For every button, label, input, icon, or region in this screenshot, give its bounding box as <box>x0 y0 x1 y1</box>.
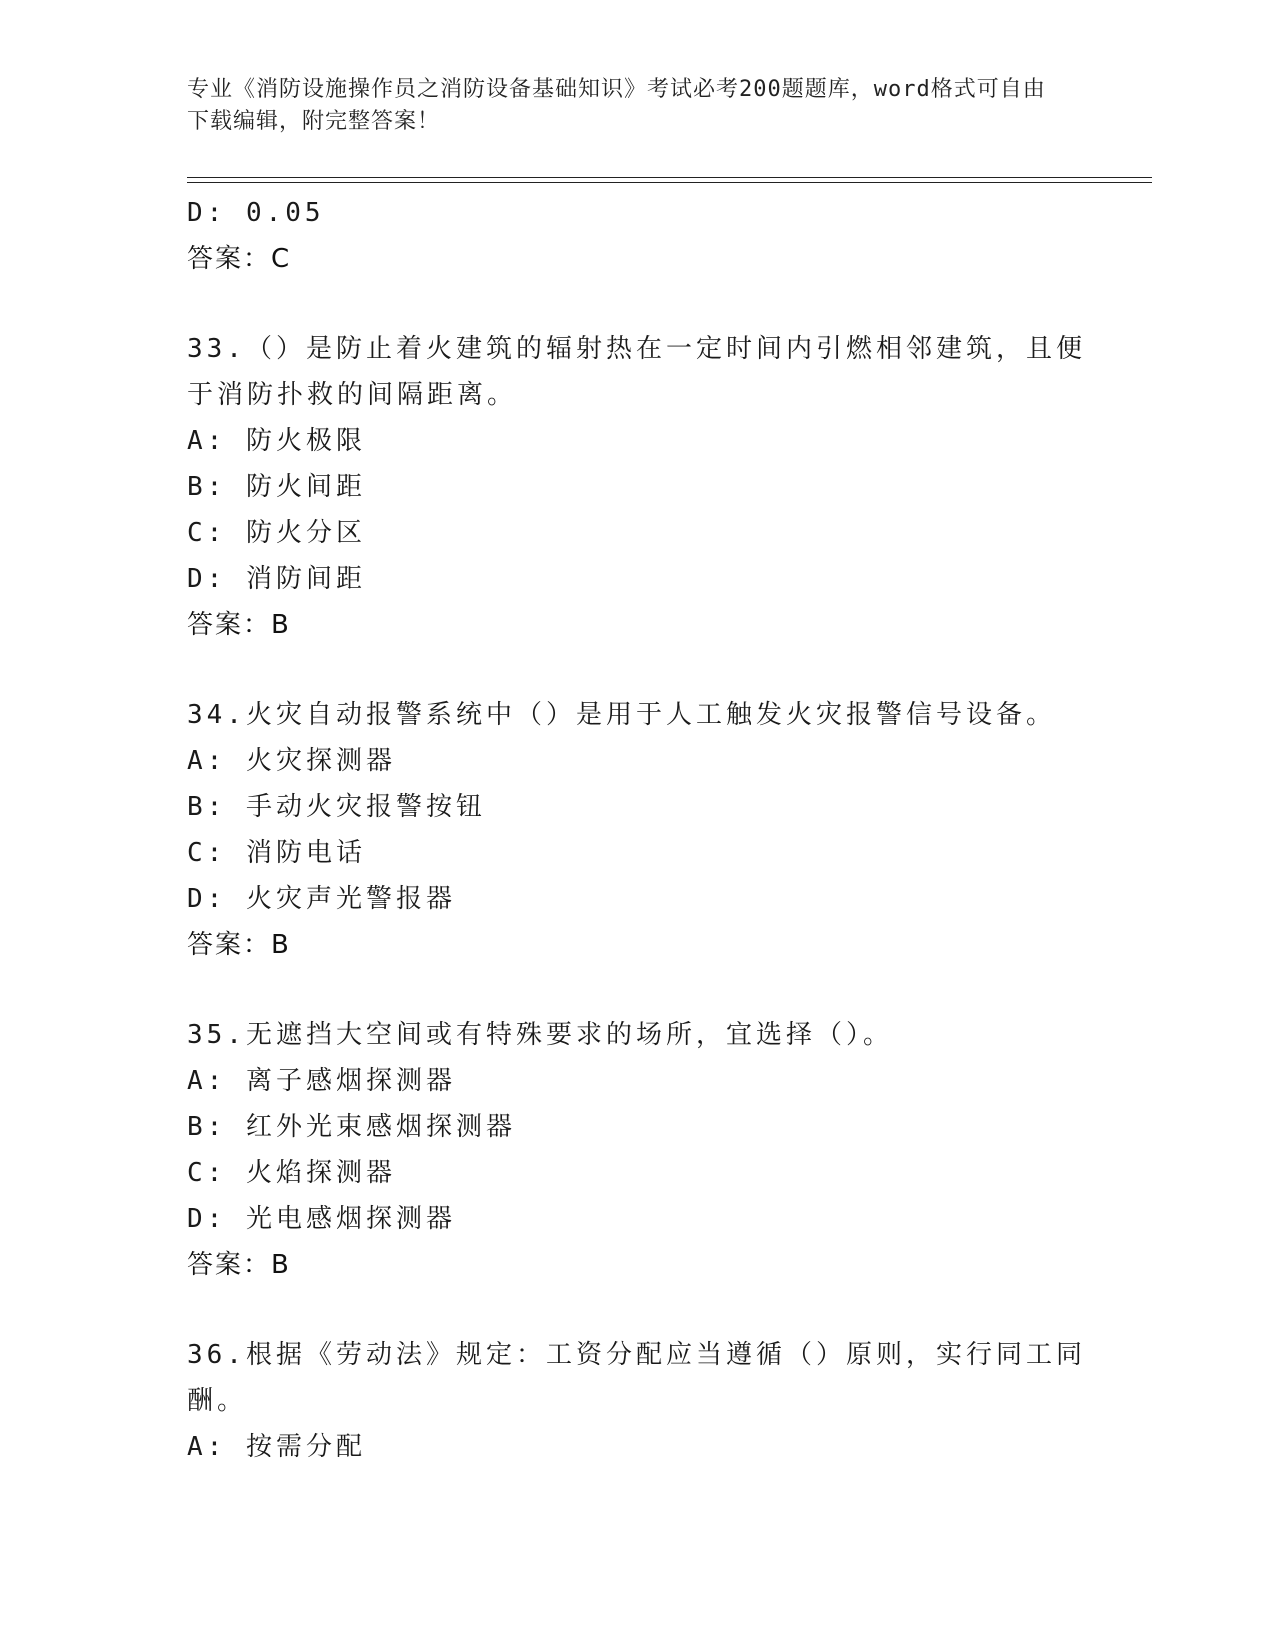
question-stem: 36.根据《劳动法》规定：工资分配应当遵循（）原则，实行同工同酬。 <box>187 1340 1086 1416</box>
question-stem: 34.火灾自动报警系统中（）是用于人工触发火灾报警信号设备。 <box>187 700 1056 730</box>
option-c: C: 消防电话 <box>187 838 366 868</box>
document-header: 专业《消防设施操作员之消防设备基础知识》考试必考200题题库，word格式可自由下载编辑，附完整答案！ <box>187 77 1046 134</box>
question-33 <box>187 326 1087 648</box>
option-b: B: 防火间距 <box>187 472 366 502</box>
question-35 <box>187 1012 1087 1288</box>
option-a: A: 火灾探测器 <box>187 746 396 776</box>
question-34 <box>187 692 1087 968</box>
question-stem: 35.无遮挡大空间或有特殊要求的场所，宜选择（）。 <box>187 1020 893 1050</box>
answer-line: 答案：B <box>187 1250 291 1280</box>
question-36 <box>187 1332 1087 1470</box>
answer-line: 答案：B <box>187 610 291 640</box>
option-a: A: 离子感烟探测器 <box>187 1066 456 1096</box>
option-b: B: 红外光束感烟探测器 <box>187 1112 516 1142</box>
option-a: A: 防火极限 <box>187 426 366 456</box>
option-a: A: 按需分配 <box>187 1432 366 1462</box>
answer-line: 答案：C <box>187 244 292 274</box>
option-d: D: 消防间距 <box>187 564 366 594</box>
header-divider-top <box>187 177 1152 178</box>
question-content <box>187 190 1087 1470</box>
question-stem: 33.（）是防止着火建筑的辐射热在一定时间内引燃相邻建筑，且便于消防扑救的间隔距离。 <box>187 334 1086 410</box>
header-divider-bottom <box>187 182 1152 183</box>
option-c: C: 火焰探测器 <box>187 1158 396 1188</box>
option-b: B: 手动火灾报警按钮 <box>187 792 486 822</box>
answer-line: 答案：B <box>187 930 291 960</box>
option-c: C: 防火分区 <box>187 518 366 548</box>
option-d: D: 火灾声光警报器 <box>187 884 456 914</box>
option-d: D: 0.05 <box>187 198 325 228</box>
option-d: D: 光电感烟探测器 <box>187 1204 456 1234</box>
